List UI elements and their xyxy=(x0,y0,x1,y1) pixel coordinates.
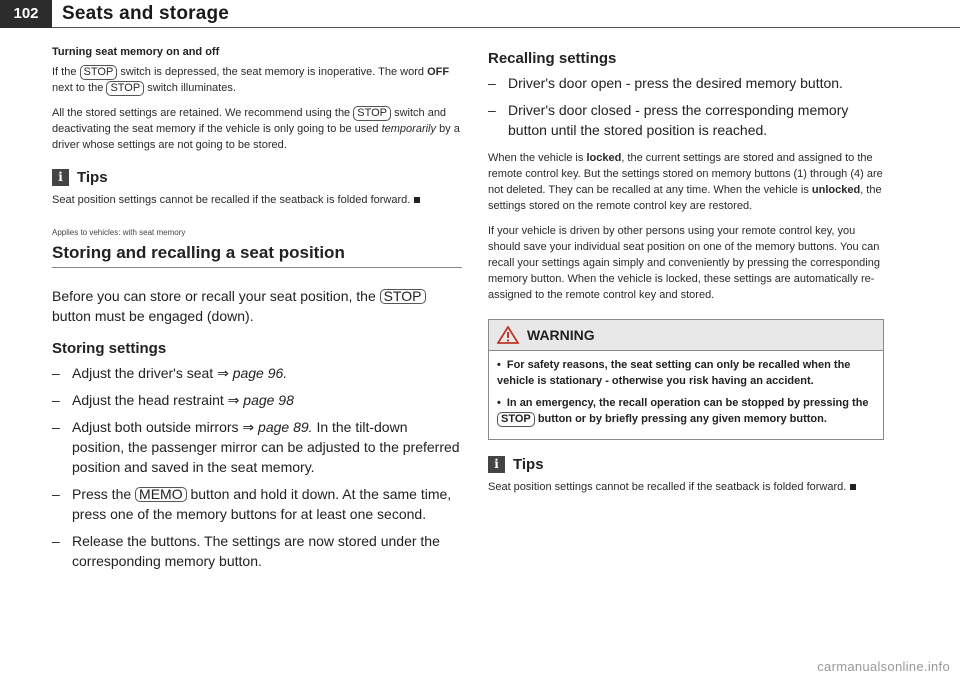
page-header xyxy=(0,0,960,34)
list-item: – Adjust the driver's seat ⇒ page 96. xyxy=(52,363,462,383)
tips-text: Seat position settings cannot be recalled if the seatback is folded forward. xyxy=(488,479,884,495)
list-item: – Adjust both outside mirrors ⇒ page 89. In the tilt-down position, the passenger mirror can be adjusted to the preferred position and saved in the seat memory. xyxy=(52,417,462,477)
end-mark-icon xyxy=(414,197,420,203)
header-rule xyxy=(52,27,960,28)
warning-body xyxy=(489,351,883,439)
end-mark-icon xyxy=(850,484,856,490)
list-item: – Driver's door closed - press the corresponding memory button until the stored position is reached. xyxy=(488,100,884,140)
right-column xyxy=(488,46,884,504)
stop-key: STOP xyxy=(353,106,391,121)
storing-heading: Storing settings xyxy=(52,340,167,357)
recall-paragraph-1: When the vehicle is locked, the current settings are stored and assigned to the remote control key. But the settings stored on memory buttons (1) through (4) are not deleted. They can be recalled at any time. When the vehicle is unlocked, the settings stored on the remote control key are restored. xyxy=(488,152,883,212)
page-title: Seats and storage xyxy=(62,3,230,24)
page-reference: ⇒ page 96. xyxy=(217,365,288,381)
list-item: – Adjust the head restraint ⇒ page 98 xyxy=(52,390,462,410)
storing-steps xyxy=(52,363,462,571)
tips-text: Seat position settings cannot be recalled if the seatback is folded forward. xyxy=(52,192,462,208)
memory-paragraph-2: All the stored settings are retained. We recommend using the STOP switch and deactivating the seat memory if the vehicle is only going to be used temporarily by a driver whose settings are not going to be stored. xyxy=(52,107,460,151)
info-icon: i xyxy=(52,169,69,186)
memory-paragraph-1: If the STOP switch is depressed, the seat memory is inoperative. The word OFF next to the STOP switch illuminates. xyxy=(52,66,450,94)
warning-item: • For safety reasons, the seat setting can only be recalled when the vehicle is stationary - otherwise you risk having an accident. xyxy=(497,359,851,387)
recall-heading: Recalling settings xyxy=(488,50,617,67)
intro-paragraph: Before you can store or recall your seat position, the STOP button must be engaged (down). xyxy=(52,286,462,326)
recall-paragraph-2: If your vehicle is driven by other persons using your remote control key, you should save your individual seat position on one of the memory buttons. You can recall your settings again simply and conveniently by pressing the corresponding memory button. When the vehicle is locked, these settings are automatically re-assigned to the remote control key and stored. xyxy=(488,225,880,301)
info-icon: i xyxy=(488,456,505,473)
warning-item: • In an emergency, the recall operation can be stopped by pressing the STOP button or by briefly pressing any given memory button. xyxy=(497,397,869,425)
tips-heading: i Tips xyxy=(488,456,884,473)
page-number: 102 xyxy=(0,0,52,28)
applies-note: Applies to vehicles: with seat memory xyxy=(52,228,186,237)
left-column xyxy=(52,46,462,578)
list-item: – Driver's door open - press the desired memory button. xyxy=(488,73,884,93)
stop-key: STOP xyxy=(380,289,426,304)
recall-steps xyxy=(488,73,884,140)
list-item: – Release the buttons. The settings are now stored under the corresponding memory button. xyxy=(52,531,462,571)
memory-heading: Turning seat memory on and off xyxy=(52,46,220,58)
page-reference: ⇒ page 98 xyxy=(227,392,294,408)
page-reference: ⇒ page 89. xyxy=(242,419,313,435)
tips-heading: i Tips xyxy=(52,169,462,186)
stop-key: STOP xyxy=(80,65,118,80)
warning-triangle-icon xyxy=(497,326,519,344)
list-item: – Press the MEMO button and hold it down. At the same time, press one of the memory buttons for at least one second. xyxy=(52,484,462,524)
memo-key: MEMO xyxy=(135,487,187,502)
warning-header: WARNING xyxy=(489,320,883,351)
warning-box xyxy=(488,319,884,440)
section-title: Storing and recalling a seat position xyxy=(52,243,462,268)
stop-key: STOP xyxy=(497,412,535,427)
stop-key: STOP xyxy=(106,81,144,96)
watermark: carmanualsonline.info xyxy=(817,659,950,674)
